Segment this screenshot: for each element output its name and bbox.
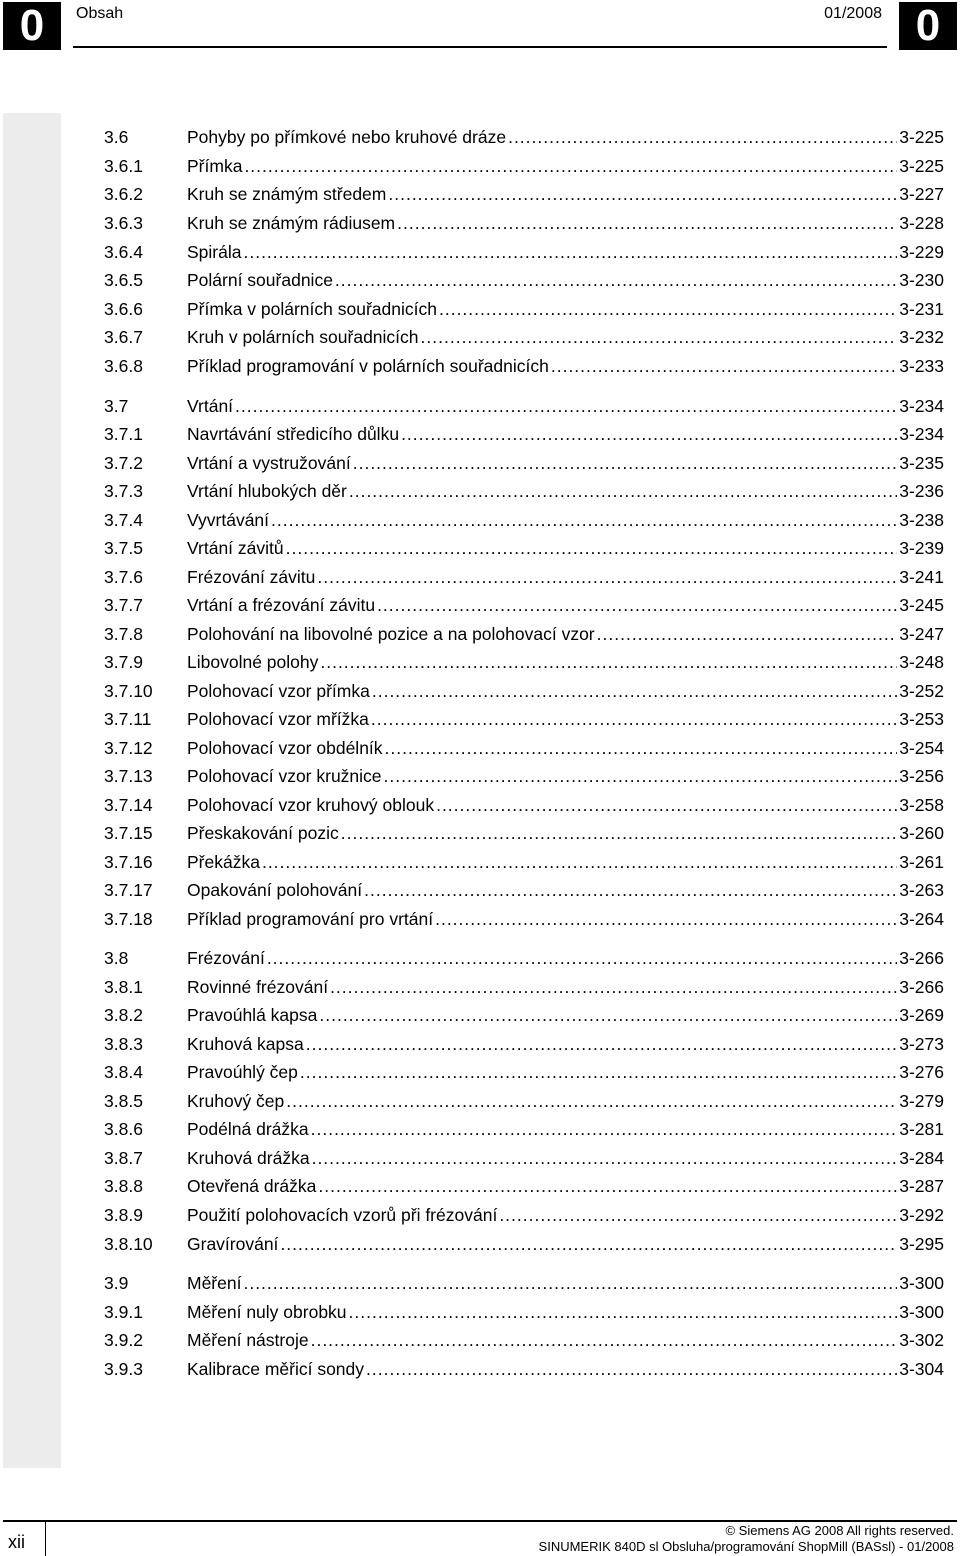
toc-entry[interactable] [104,153,944,179]
toc-entry-page: 3-258 [899,795,944,815]
toc-leader-dots [243,1270,897,1296]
toc-entry-number: 3.6.2 [104,184,143,204]
toc-leader-dots [397,210,897,236]
toc-entry[interactable] [104,906,944,932]
toc-entry[interactable] [104,239,944,265]
toc-entry-page: 3-245 [899,595,944,615]
toc-leader-dots [286,535,898,561]
toc-entry-number: 3.6 [104,127,129,147]
toc-entry[interactable] [104,1173,944,1199]
toc-leader-dots [306,1031,897,1057]
toc-leader-dots [341,820,897,846]
toc-entry-title: Polohovací vzor přímka [187,681,370,701]
toc-entry-title: Kruh v polárních souřadnicích [187,327,419,347]
toc-leader-dots [330,974,897,1000]
toc-leader-dots [371,706,897,732]
toc-entry-number: 3.8.8 [104,1176,143,1196]
toc-entry-title: Vrtání závitů [187,538,284,558]
toc-entry-title: Vrtání a vystružování [187,453,351,473]
toc-entry-title: Rovinné frézování [187,977,329,997]
toc-entry-page: 3-241 [899,567,944,587]
toc-entry-number: 3.7.6 [104,567,143,587]
toc-entry-title: Pohyby po přímkové nebo kruhové dráze [187,127,507,147]
toc-entry-page: 3-253 [899,709,944,729]
toc-entry-number: 3.7.18 [104,909,153,929]
toc-entry-number: 3.8.2 [104,1005,143,1025]
toc-entry-number: 3.8.1 [104,977,143,997]
toc-entry-number: 3.6.7 [104,327,143,347]
toc-entry-number: 3.8 [104,948,129,968]
toc-leader-dots [401,421,897,447]
toc-leader-dots [372,678,897,704]
toc-entry[interactable] [104,945,944,971]
toc-entry-page: 3-281 [899,1119,944,1139]
toc-entry-page: 3-284 [899,1148,944,1168]
toc-entry-title: Polohování na libovolné pozice a na polohovací vzor [187,624,595,644]
toc-entry-page: 3-266 [899,948,944,968]
toc-leader-dots [319,1002,897,1028]
toc-entry-page: 3-247 [899,624,944,644]
toc-entry-title: Přímka v polárních souřadnicích [187,299,437,319]
chapter-tab-left: 0 [3,2,61,50]
footer-page-number: xii [8,1532,25,1552]
toc-entry-number: 3.9.3 [104,1359,143,1379]
toc-entry-page: 3-263 [899,880,944,900]
toc-entry-number: 3.7.14 [104,795,153,815]
toc-leader-dots [286,1088,897,1114]
toc-entry-number: 3.7.15 [104,823,153,843]
toc-entry-number: 3.8.4 [104,1062,143,1082]
toc-leader-dots [377,592,897,618]
toc-entry[interactable] [104,706,944,732]
toc-leader-dots [435,906,897,932]
toc-leader-dots [551,353,897,379]
toc-entry[interactable] [104,1356,944,1382]
toc-entry-title: Pravoúhlá kapsa [187,1005,318,1025]
footer-divider [45,1522,46,1556]
toc-entry-title: Polohovací vzor kruhový oblouk [187,795,435,815]
toc-entry-page: 3-269 [899,1005,944,1025]
toc-leader-dots [335,267,897,293]
footer-copyright: © Siemens AG 2008 All rights reserved. [725,1523,954,1538]
toc-entry-number: 3.7.7 [104,595,143,615]
toc-leader-dots [421,324,898,350]
toc-entry-title: Kruhová drážka [187,1148,310,1168]
toc-entry-title: Podélná drážka [187,1119,309,1139]
header-date: 01/2008 [824,5,882,22]
toc-entry[interactable] [104,564,944,590]
toc-entry-number: 3.8.3 [104,1034,143,1054]
toc-entry-number: 3.7.4 [104,510,143,530]
toc-entry-title: Příklad programování v polárních souřadnicích [187,356,549,376]
toc-entry-page: 3-227 [899,184,944,204]
toc-entry-title: Vrtání [187,396,234,416]
toc-entry-page: 3-229 [899,242,944,262]
toc-entry[interactable] [104,649,944,675]
toc-entry[interactable] [104,507,944,533]
toc-entry-number: 3.9 [104,1273,129,1293]
toc-entry-page: 3-230 [899,270,944,290]
toc-entry-title: Měření nástroje [187,1330,309,1350]
toc-entry-page: 3-239 [899,538,944,558]
toc-entry-page: 3-231 [899,299,944,319]
toc-entry-title: Přeskakování pozic [187,823,339,843]
toc-leader-dots [597,621,898,647]
toc-entry-page: 3-300 [899,1273,944,1293]
toc-entry[interactable] [104,735,944,761]
toc-entry[interactable] [104,124,944,150]
toc-leader-dots [384,763,898,789]
toc-entry-page: 3-225 [899,127,944,147]
toc-entry-page: 3-295 [899,1234,944,1254]
toc-entry-title: Vrtání a frézování závitu [187,595,376,615]
toc-entry-number: 3.7.13 [104,766,153,786]
toc-leader-dots [349,1299,898,1325]
footer-product: SINUMERIK 840D sl Obsluha/programování ShopMill (BASsl) - 01/2008 [538,1539,954,1554]
toc-entry-number: 3.7.8 [104,624,143,644]
toc-leader-dots [317,564,897,590]
toc-entry-title: Polární souřadnice [187,270,333,290]
toc-entry[interactable] [104,820,944,846]
toc-entry-title: Otevřená drážka [187,1176,317,1196]
toc-entry[interactable] [104,181,944,207]
toc-entry-title: Kruh se známým středem [187,184,387,204]
toc-entry-page: 3-248 [899,652,944,672]
toc-entry-title: Pravoúhlý čep [187,1062,298,1082]
toc-entry-title: Kruhová kapsa [187,1034,304,1054]
toc-leader-dots [312,1145,898,1171]
toc-leader-dots [366,1356,897,1382]
toc-entry-title: Frézování závitu [187,567,316,587]
toc-entry-page: 3-273 [899,1034,944,1054]
toc-leader-dots [243,239,897,265]
toc-leader-dots [499,1202,897,1228]
toc-entry-title: Kalibrace měřicí sondy [187,1359,365,1379]
toc-entry[interactable] [104,1145,944,1171]
toc-leader-dots [262,849,897,875]
toc-entry-title: Vrtání hlubokých děr [187,481,347,501]
toc-entry[interactable] [104,592,944,618]
toc-entry[interactable] [104,1231,944,1257]
toc-leader-dots [439,296,897,322]
toc-entry-page: 3-228 [899,213,944,233]
toc-entry-title: Polohovací vzor kružnice [187,766,382,786]
toc-entry-page: 3-254 [899,738,944,758]
toc-entry-title: Použití polohovacích vzorů při frézování [187,1205,498,1225]
toc-leader-dots [364,877,897,903]
toc-entry-page: 3-300 [899,1302,944,1322]
toc-leader-dots [508,124,897,150]
toc-entry-page: 3-225 [899,156,944,176]
toc-entry-number: 3.7.17 [104,880,153,900]
toc-entry-title: Frézování [187,948,265,968]
toc-entry[interactable] [104,678,944,704]
toc-entry-number: 3.8.6 [104,1119,143,1139]
toc-entry-number: 3.7.5 [104,538,143,558]
toc-entry-page: 3-233 [899,356,944,376]
toc-entry[interactable] [104,1270,944,1296]
toc-entry-number: 3.9.2 [104,1330,143,1350]
toc-entry-number: 3.8.7 [104,1148,143,1168]
toc-entry-title: Libovolné polohy [187,652,319,672]
toc-entry-number: 3.8.10 [104,1234,153,1254]
toc-leader-dots [280,1231,897,1257]
toc-entry[interactable] [104,210,944,236]
toc-entry-number: 3.7.9 [104,652,143,672]
toc-entry[interactable] [104,1327,944,1353]
toc-leader-dots [300,1059,897,1085]
toc-entry-title: Gravírování [187,1234,279,1254]
toc-leader-dots [318,1173,897,1199]
toc-leader-dots [436,792,897,818]
toc-entry-number: 3.7.12 [104,738,153,758]
toc-entry-page: 3-302 [899,1330,944,1350]
toc-entry-title: Polohovací vzor mřížka [187,709,369,729]
toc-entry-number: 3.6.6 [104,299,143,319]
toc-entry-title: Měření nuly obrobku [187,1302,347,1322]
toc-leader-dots [353,450,898,476]
toc-entry-page: 3-236 [899,481,944,501]
toc-entry-page: 3-234 [899,396,944,416]
toc-entry[interactable] [104,535,944,561]
toc-entry[interactable] [104,974,944,1000]
toc-entry-number: 3.7.10 [104,681,153,701]
toc-entry-page: 3-232 [899,327,944,347]
toc-leader-dots [385,735,898,761]
toc-entry-page: 3-287 [899,1176,944,1196]
toc-entry-number: 3.6.5 [104,270,143,290]
toc-entry-title: Přímka [187,156,243,176]
toc-leader-dots [244,153,897,179]
toc-entry-page: 3-264 [899,909,944,929]
toc-leader-dots [388,181,897,207]
toc-entry[interactable] [104,1002,944,1028]
toc-entry-page: 3-260 [899,823,944,843]
toc-entry-number: 3.7.1 [104,424,143,444]
toc-entry[interactable] [104,763,944,789]
toc-entry-page: 3-234 [899,424,944,444]
toc-leader-dots [320,649,897,675]
toc-entry-title: Navrtávání středicího důlku [187,424,400,444]
toc-entry-number: 3.6.1 [104,156,143,176]
toc-leader-dots [235,393,897,419]
toc-entry[interactable] [104,792,944,818]
toc-entry-number: 3.6.8 [104,356,143,376]
toc-entry[interactable] [104,849,944,875]
header-title: Obsah [76,5,124,22]
toc-entry-number: 3.7.11 [104,709,152,729]
toc-entry-number: 3.9.1 [104,1302,143,1322]
toc-entry-page: 3-252 [899,681,944,701]
toc-leader-dots [349,478,897,504]
toc-entry[interactable] [104,1059,944,1085]
toc-entry[interactable] [104,353,944,379]
toc-entry-title: Překážka [187,852,260,872]
toc-entry-page: 3-292 [899,1205,944,1225]
toc-entry[interactable] [104,1202,944,1228]
toc-entry-number: 3.7.3 [104,481,143,501]
toc-entry-number: 3.8.9 [104,1205,143,1225]
toc-entry[interactable] [104,450,944,476]
toc-entry-number: 3.7.2 [104,453,143,473]
toc-entry-page: 3-266 [899,977,944,997]
toc-entry-title: Opakování polohování [187,880,363,900]
toc-entry-page: 3-279 [899,1091,944,1111]
toc-entry-number: 3.7 [104,396,129,416]
toc-leader-dots [271,507,897,533]
toc-entry[interactable] [104,1031,944,1057]
toc-entry-title: Kruh se známým rádiusem [187,213,396,233]
toc-entry[interactable] [104,296,944,322]
toc-entry-page: 3-256 [899,766,944,786]
toc-entry-page: 3-238 [899,510,944,530]
footer-rule [3,1520,957,1522]
toc-entry-number: 3.6.3 [104,213,143,233]
toc-entry-number: 3.7.16 [104,852,153,872]
chapter-tab-right: 0 [899,2,957,50]
toc-entry[interactable] [104,478,944,504]
toc-entry[interactable] [104,1088,944,1114]
toc-leader-dots [311,1116,898,1142]
toc-leader-dots [267,945,897,971]
toc-entry[interactable] [104,621,944,647]
toc-entry-page: 3-276 [899,1062,944,1082]
toc-entry-title: Kruhový čep [187,1091,285,1111]
toc-entry[interactable] [104,393,944,419]
toc-entry-page: 3-304 [899,1359,944,1379]
toc-entry-title: Spirála [187,242,242,262]
toc-entry[interactable] [104,421,944,447]
toc-entry[interactable] [104,877,944,903]
toc-entry-title: Příklad programování pro vrtání [187,909,434,929]
toc-entry[interactable] [104,267,944,293]
toc-entry-page: 3-261 [899,852,944,872]
toc-entry-number: 3.6.4 [104,242,143,262]
toc-entry[interactable] [104,1299,944,1325]
toc-entry-title: Polohovací vzor obdélník [187,738,383,758]
toc-entry-title: Vyvrtávání [187,510,270,530]
toc-entry[interactable] [104,1116,944,1142]
toc-leader-dots [311,1327,898,1353]
toc-entry[interactable] [104,324,944,350]
toc-entry-title: Měření [187,1273,242,1293]
toc-entry-page: 3-235 [899,453,944,473]
toc-entry-number: 3.8.5 [104,1091,143,1111]
